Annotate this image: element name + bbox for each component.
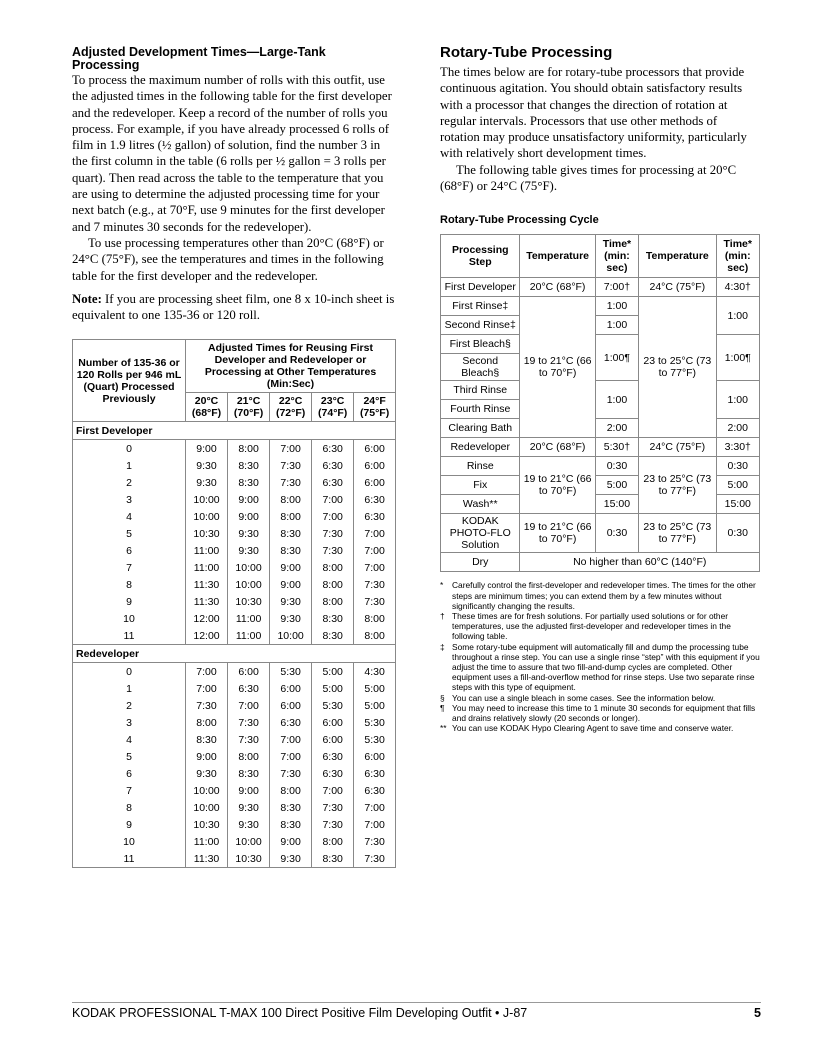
temperature-header: 24°F (75°F) <box>354 393 396 422</box>
table-row <box>73 663 396 681</box>
time-cell: 1:00 <box>595 297 638 316</box>
adjusted-times-table <box>72 339 396 868</box>
temp-cell: 24°C (75°F) <box>639 278 716 297</box>
footnote-mark: ¶ <box>440 702 445 713</box>
time-cell: 6:00 <box>354 474 396 491</box>
time-cell: 7:30 <box>354 833 396 850</box>
step-cell: Clearing Bath <box>441 419 520 438</box>
note-label: Note: <box>72 291 102 306</box>
section-title: Redeveloper <box>73 645 396 663</box>
table-row <box>73 593 396 610</box>
time-cell: 6:30 <box>312 457 354 474</box>
time-cell: 7:00 <box>312 782 354 799</box>
time-cell: 5:00 <box>354 680 396 697</box>
time-cell: 7:00 <box>270 731 312 748</box>
time-header-2: Time* (min: sec) <box>716 235 759 278</box>
time-cell: 7:00 <box>270 440 312 458</box>
time-cell: 10:00 <box>228 833 270 850</box>
rolls-cell: 9 <box>73 593 186 610</box>
temp-cell: 24°C (75°F) <box>639 438 716 457</box>
time-cell: 6:30 <box>312 474 354 491</box>
temperature-header-2: Temperature <box>639 235 716 278</box>
time-cell: 7:00 <box>354 559 396 576</box>
temp-cell: 19 to 21°C (66 to 70°F) <box>520 514 595 553</box>
rolls-cell: 4 <box>73 731 186 748</box>
temperature-header: 22°C (72°F) <box>270 393 312 422</box>
time-cell: 7:30 <box>270 765 312 782</box>
time-cell: 8:30 <box>228 457 270 474</box>
time-cell: 9:30 <box>228 799 270 816</box>
rolls-cell: 11 <box>73 627 186 645</box>
time-cell: 7:30 <box>354 593 396 610</box>
temp-cell: 19 to 21°C (66 to 70°F) <box>520 297 595 438</box>
time-cell: 10:00 <box>228 576 270 593</box>
adjusted-times-group-header: Adjusted Times for Reusing First Developer and Redeveloper or Processing at Other Temperatures (Min:Sec) <box>186 340 396 393</box>
time-cell: 9:00 <box>186 748 228 765</box>
temperature-header: 21°C (70°F) <box>228 393 270 422</box>
time-cell: 6:00 <box>312 731 354 748</box>
time-cell: 8:00 <box>186 714 228 731</box>
time-cell: 7:00 <box>354 816 396 833</box>
footnote-mark: † <box>440 610 445 621</box>
time-cell: 11:00 <box>228 627 270 645</box>
rolls-cell: 6 <box>73 765 186 782</box>
footnotes <box>440 580 760 733</box>
time-cell: 7:30 <box>312 799 354 816</box>
footnote <box>440 723 760 733</box>
rolls-cell: 5 <box>73 748 186 765</box>
temp-cell: 20°C (68°F) <box>520 278 595 297</box>
section-header-row <box>73 645 396 663</box>
table-row <box>441 457 760 476</box>
time-cell: 5:30 <box>270 663 312 681</box>
step-cell: Rinse <box>441 457 520 476</box>
footnote-text: These times are for fresh solutions. For partially used solutions or for other temperatures, use the adjusted first-developer and redeveloper times in the following table. <box>452 610 731 642</box>
step-cell: First Bleach§ <box>441 335 520 354</box>
step-cell: Second Rinse‡ <box>441 316 520 335</box>
time-cell: 8:30 <box>228 474 270 491</box>
footnote-mark: * <box>440 580 444 591</box>
rolls-cell: 6 <box>73 542 186 559</box>
temp-cell: 23 to 25°C (73 to 77°F) <box>639 297 716 438</box>
time-cell: 1:00 <box>595 316 638 335</box>
time-cell: 7:30 <box>312 816 354 833</box>
rolls-cell: 5 <box>73 525 186 542</box>
time-cell: 1:00 <box>716 297 759 335</box>
rotary-table-title: Rotary-Tube Processing Cycle <box>440 214 599 227</box>
time-cell: 10:30 <box>186 816 228 833</box>
time-cell: 10:00 <box>186 508 228 525</box>
time-cell: 7:30 <box>270 457 312 474</box>
time-cell: 10:00 <box>186 799 228 816</box>
time-cell: 7:00 <box>354 799 396 816</box>
time-cell: 6:00 <box>354 748 396 765</box>
table-row <box>73 782 396 799</box>
rotary-table-intro: The following table gives times for processing at 20°C (68°F) or 24°C (75°F). <box>440 162 737 194</box>
temperature-header: 23°C (74°F) <box>312 393 354 422</box>
step-cell: KODAK PHOTO-FLO Solution <box>441 514 520 553</box>
time-cell: 9:30 <box>228 816 270 833</box>
time-cell: 1:00¶ <box>716 335 759 381</box>
time-cell: 11:30 <box>186 576 228 593</box>
time-cell: 7:00 <box>312 491 354 508</box>
time-cell: 9:30 <box>270 593 312 610</box>
rolls-column-header: Number of 135-36 or 120 Rolls per 946 mL (Quart) Processed Previously <box>73 340 186 422</box>
dry-temp-cell: No higher than 60°C (140°F) <box>520 553 760 572</box>
time-cell: 7:30 <box>312 542 354 559</box>
temp-cell: 19 to 21°C (66 to 70°F) <box>520 457 595 514</box>
time-cell: 11:30 <box>186 593 228 610</box>
time-cell: 0:30 <box>716 514 759 553</box>
step-cell: Fourth Rinse <box>441 400 520 419</box>
temp-cell: 23 to 25°C (73 to 77°F) <box>639 514 716 553</box>
time-cell: 5:30 <box>312 697 354 714</box>
rolls-cell: 8 <box>73 799 186 816</box>
step-cell: Dry <box>441 553 520 572</box>
time-cell: 8:30 <box>270 542 312 559</box>
time-header-1: Time* (min: sec) <box>595 235 638 278</box>
right-column <box>440 44 760 733</box>
time-cell: 6:30 <box>354 782 396 799</box>
time-cell: 8:00 <box>228 440 270 458</box>
processing-step-header: Processing Step <box>441 235 520 278</box>
time-cell: 6:30 <box>354 491 396 508</box>
time-cell: 8:30 <box>270 816 312 833</box>
table-row <box>73 576 396 593</box>
time-cell: 1:00 <box>716 381 759 419</box>
footnote <box>440 703 760 723</box>
time-cell: 1:00 <box>595 381 638 419</box>
time-cell: 8:30 <box>312 627 354 645</box>
time-cell: 10:00 <box>186 491 228 508</box>
table-row <box>73 627 396 645</box>
table-row <box>73 748 396 765</box>
page-number: 5 <box>754 1006 761 1020</box>
time-cell: 8:30 <box>312 610 354 627</box>
time-cell: 7:00 <box>228 697 270 714</box>
time-cell: 8:30 <box>312 850 354 868</box>
left-column <box>72 46 396 868</box>
time-cell: 2:00 <box>716 419 759 438</box>
rolls-cell: 1 <box>73 680 186 697</box>
table-row <box>73 559 396 576</box>
time-cell: 4:30† <box>716 278 759 297</box>
time-cell: 10:30 <box>228 850 270 868</box>
time-cell: 15:00 <box>595 495 638 514</box>
rolls-cell: 10 <box>73 833 186 850</box>
step-cell: Fix <box>441 476 520 495</box>
rotary-tube-heading: Rotary-Tube Processing <box>440 44 613 61</box>
time-cell: 0:30 <box>595 514 638 553</box>
time-cell: 4:30 <box>354 663 396 681</box>
table-row <box>73 816 396 833</box>
rolls-cell: 1 <box>73 457 186 474</box>
other-temperatures-paragraph: To use processing temperatures other than 20°C (68°F) or 24°C (75°F), see the temperatures and times in the following table for the first developer and the redeveloper. <box>72 235 384 283</box>
table-row <box>73 731 396 748</box>
time-cell: 15:00 <box>716 495 759 514</box>
time-cell: 7:30 <box>354 850 396 868</box>
footnote <box>440 580 760 611</box>
time-cell: 8:30 <box>228 765 270 782</box>
time-cell: 5:00 <box>312 663 354 681</box>
time-cell: 11:00 <box>186 559 228 576</box>
step-cell: Wash** <box>441 495 520 514</box>
step-cell: First Rinse‡ <box>441 297 520 316</box>
section-title: First Developer <box>73 422 396 440</box>
time-cell: 7:00 <box>186 680 228 697</box>
time-cell: 5:30† <box>595 438 638 457</box>
time-cell: 7:30 <box>228 731 270 748</box>
time-cell: 2:00 <box>595 419 638 438</box>
time-cell: 8:00 <box>354 610 396 627</box>
time-cell: 9:00 <box>270 833 312 850</box>
adjusted-times-body <box>73 422 396 868</box>
table-row <box>73 457 396 474</box>
time-cell: 7:30 <box>270 474 312 491</box>
table-row <box>441 553 760 572</box>
time-cell: 12:00 <box>186 627 228 645</box>
time-cell: 9:30 <box>186 457 228 474</box>
time-cell: 7:00 <box>354 542 396 559</box>
time-cell: 6:30 <box>312 765 354 782</box>
time-cell: 9:30 <box>228 525 270 542</box>
time-cell: 11:00 <box>228 610 270 627</box>
rotary-tube-table <box>440 234 760 572</box>
footer-title: KODAK PROFESSIONAL T-MAX 100 Direct Positive Film Developing Outfit • J-87 <box>72 1006 528 1020</box>
time-cell: 5:30 <box>354 731 396 748</box>
time-cell: 11:00 <box>186 833 228 850</box>
time-cell: 9:30 <box>270 610 312 627</box>
rolls-cell: 3 <box>73 491 186 508</box>
footnote <box>440 642 760 693</box>
time-cell: 6:00 <box>354 457 396 474</box>
time-cell: 6:30 <box>270 714 312 731</box>
time-cell: 10:00 <box>270 627 312 645</box>
time-cell: 6:30 <box>312 748 354 765</box>
time-cell: 9:30 <box>186 474 228 491</box>
note-text: If you are processing sheet film, one 8 x 10-inch sheet is equivalent to one 135-36 or 120 roll. <box>72 291 395 323</box>
table-row <box>73 525 396 542</box>
time-cell: 6:30 <box>354 765 396 782</box>
table-row <box>73 508 396 525</box>
footnote-mark: ** <box>440 723 447 734</box>
table-row <box>73 850 396 868</box>
time-cell: 10:30 <box>228 593 270 610</box>
time-cell: 5:00 <box>312 680 354 697</box>
time-cell: 8:00 <box>312 833 354 850</box>
footnote-text: You may need to increase this time to 1 minute 30 seconds for equipment that fills and drains relatively slowly (20 seconds or longer). <box>452 702 756 724</box>
time-cell: 7:00† <box>595 278 638 297</box>
time-cell: 9:00 <box>270 576 312 593</box>
time-cell: 6:00 <box>270 680 312 697</box>
large-tank-intro-paragraph: To process the maximum number of rolls with this outfit, use the adjusted times in the following table for the first developer and the redeveloper. Keep a record of the number of rolls you process. For example, if you have already processed 6 rolls of film in 1.9 litres (½ gallon) of solution, find the number 3 in the first column in the table (6 rolls per ½ gallon = 3 rolls per quart). Then read across the table to the temperature that you are using to determine the adjusted processing time for your next batch (e.g., at 70°F, use 9 minutes for the first developer and 7 minutes 30 seconds for the redeveloper). <box>72 73 392 234</box>
footnote-text: You can use KODAK Hypo Clearing Agent to save time and conserve water. <box>452 723 734 734</box>
table-row <box>73 799 396 816</box>
table-row <box>73 610 396 627</box>
table-row <box>73 833 396 850</box>
time-cell: 8:00 <box>228 748 270 765</box>
step-cell: First Developer <box>441 278 520 297</box>
rolls-cell: 0 <box>73 440 186 458</box>
rolls-cell: 11 <box>73 850 186 868</box>
footnote-text: You can use a single bleach in some cases. See the information below. <box>452 692 716 703</box>
footnote-text: Some rotary-tube equipment will automatically fill and dump the processing tube throughout a rinse step. You can use a single rinse “step” with this equipment if you adjust the time to assure that two fill-and-dump cycles are completed. Other equipment uses a fill-and-overflow method for rinse steps. Use two separate rinse steps with this type of equipment. <box>452 641 760 693</box>
rotary-intro-paragraph: The times below are for rotary-tube processors that provide continuous agitation. You should obtain satisfactory results with a processor that changes the direction of rotation at regular intervals. Processors that use other methods of rotation may produce unsatisfactory uniformity, particularly with relatively short development times. <box>440 65 747 161</box>
footnote-mark: ‡ <box>440 641 445 652</box>
time-cell: 7:30 <box>186 697 228 714</box>
time-cell: 8:30 <box>270 799 312 816</box>
temperature-header-1: Temperature <box>520 235 595 278</box>
table-row <box>73 697 396 714</box>
time-cell: 7:30 <box>312 525 354 542</box>
time-cell: 6:30 <box>312 440 354 458</box>
time-cell: 12:00 <box>186 610 228 627</box>
table-row <box>73 440 396 458</box>
time-cell: 8:30 <box>186 731 228 748</box>
rolls-cell: 8 <box>73 576 186 593</box>
time-cell: 9:00 <box>186 440 228 458</box>
time-cell: 8:00 <box>354 627 396 645</box>
time-cell: 9:00 <box>228 508 270 525</box>
rolls-cell: 3 <box>73 714 186 731</box>
table-row <box>441 278 760 297</box>
rolls-cell: 2 <box>73 697 186 714</box>
rolls-cell: 10 <box>73 610 186 627</box>
table-row <box>73 765 396 782</box>
step-cell: Redeveloper <box>441 438 520 457</box>
rolls-cell: 7 <box>73 559 186 576</box>
table-row <box>441 297 760 316</box>
time-cell: 8:00 <box>270 491 312 508</box>
time-cell: 7:00 <box>354 525 396 542</box>
temp-cell: 20°C (68°F) <box>520 438 595 457</box>
time-cell: 0:30 <box>716 457 759 476</box>
rolls-cell: 4 <box>73 508 186 525</box>
time-cell: 9:00 <box>228 782 270 799</box>
temperature-header: 20°C (68°F) <box>186 393 228 422</box>
rolls-cell: 0 <box>73 663 186 681</box>
time-cell: 10:00 <box>228 559 270 576</box>
time-cell: 9:30 <box>228 542 270 559</box>
sheet-film-note <box>72 291 396 324</box>
time-cell: 5:00 <box>716 476 759 495</box>
footnote <box>440 693 760 703</box>
large-tank-heading: Adjusted Development Times—Large-Tank Processing <box>72 45 326 72</box>
time-cell: 6:30 <box>354 508 396 525</box>
time-cell: 1:00¶ <box>595 335 638 381</box>
time-cell: 8:30 <box>270 525 312 542</box>
time-cell: 10:30 <box>186 525 228 542</box>
step-cell: Second Bleach§ <box>441 354 520 381</box>
time-cell: 9:00 <box>270 559 312 576</box>
time-cell: 0:30 <box>595 457 638 476</box>
time-cell: 7:00 <box>270 748 312 765</box>
footnote-mark: § <box>440 692 445 703</box>
time-cell: 7:00 <box>312 508 354 525</box>
time-cell: 7:30 <box>354 576 396 593</box>
time-cell: 6:00 <box>354 440 396 458</box>
table-row <box>73 491 396 508</box>
time-cell: 6:00 <box>228 663 270 681</box>
step-cell: Third Rinse <box>441 381 520 400</box>
time-cell: 8:00 <box>270 508 312 525</box>
table-row <box>441 438 760 457</box>
table-row <box>73 680 396 697</box>
table-row <box>73 474 396 491</box>
time-cell: 8:00 <box>270 782 312 799</box>
time-cell: 5:30 <box>354 714 396 731</box>
time-cell: 10:00 <box>186 782 228 799</box>
time-cell: 6:00 <box>312 714 354 731</box>
table-row <box>73 542 396 559</box>
time-cell: 5:00 <box>595 476 638 495</box>
time-cell: 9:30 <box>270 850 312 868</box>
time-cell: 8:00 <box>312 559 354 576</box>
time-cell: 6:30 <box>228 680 270 697</box>
time-cell: 9:30 <box>186 765 228 782</box>
section-header-row <box>73 422 396 440</box>
time-cell: 11:30 <box>186 850 228 868</box>
table-row <box>441 514 760 553</box>
footnote-text: Carefully control the first-developer and redeveloper times. The times for the other steps are minimum times; you can extend them by a few minutes without significantly changing the results. <box>452 580 756 611</box>
time-cell: 11:00 <box>186 542 228 559</box>
footer-rule <box>72 1002 761 1003</box>
footnote <box>440 611 760 642</box>
time-cell: 5:00 <box>354 697 396 714</box>
time-cell: 6:00 <box>270 697 312 714</box>
rolls-cell: 9 <box>73 816 186 833</box>
time-cell: 8:00 <box>312 593 354 610</box>
time-cell: 3:30† <box>716 438 759 457</box>
time-cell: 7:00 <box>186 663 228 681</box>
temp-cell: 23 to 25°C (73 to 77°F) <box>639 457 716 514</box>
table-row <box>73 714 396 731</box>
time-cell: 7:30 <box>228 714 270 731</box>
time-cell: 9:00 <box>228 491 270 508</box>
rolls-cell: 2 <box>73 474 186 491</box>
rolls-cell: 7 <box>73 782 186 799</box>
time-cell: 8:00 <box>312 576 354 593</box>
